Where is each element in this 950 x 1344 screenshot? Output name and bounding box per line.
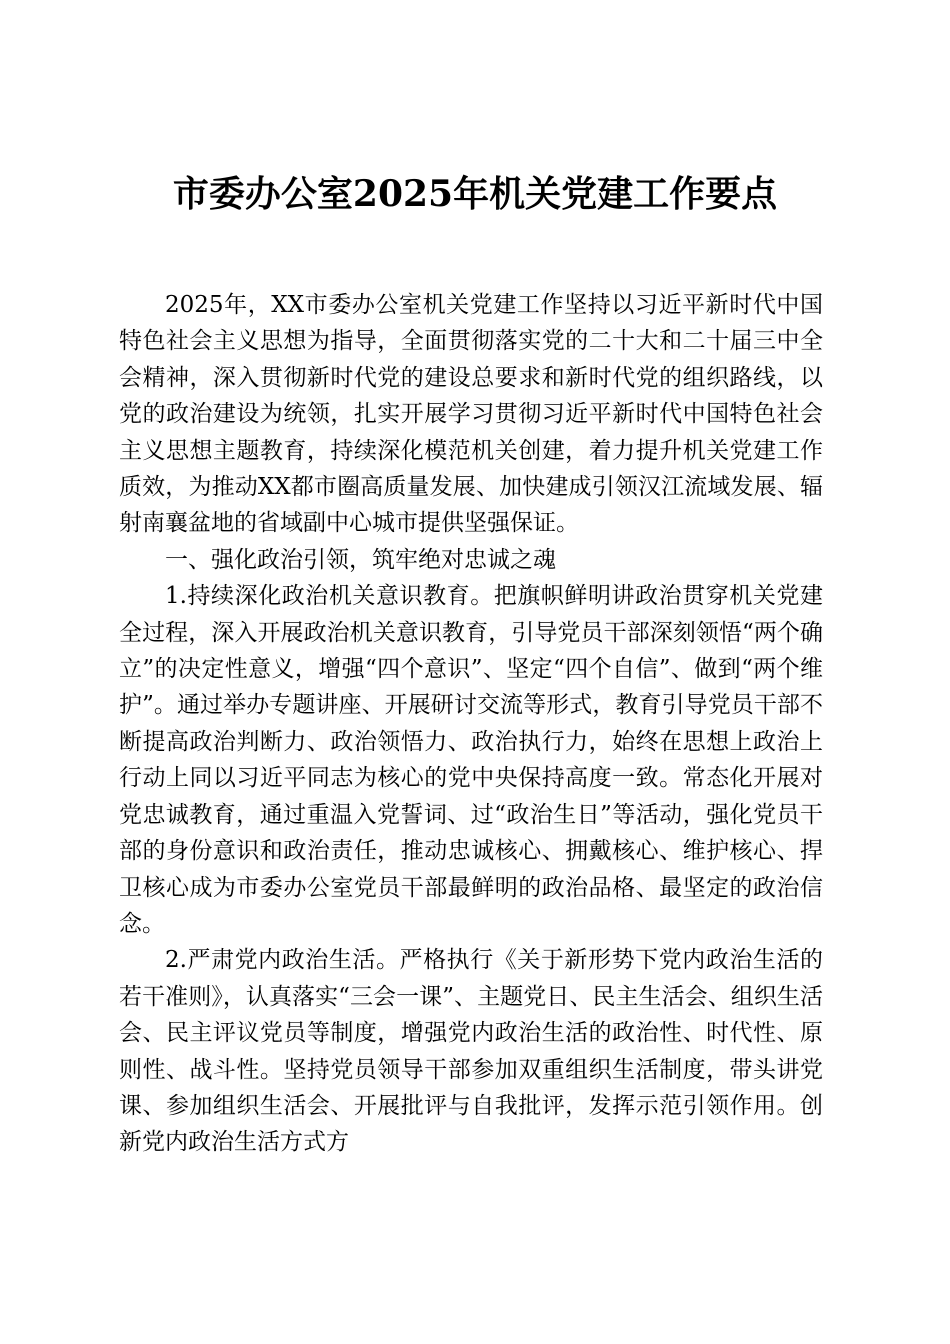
document-body [119,287,823,1161]
item-paragraph-2: 2.严肃党内政治生活。严格执行《关于新形势下党内政治生活的若干准则》，认真落实“三会一课”、主题党日、民主生活会、组织生活会、民主评议党员等制度，增强党内政治生活的政治性、时代性、原则性、战斗性。坚持党员领导干部参加双重组织生活制度，带头讲党课、参加组织生活会、开展批评与自我批评，发挥示范引领作用。创新党内政治生活方式方 [119,947,823,1156]
document-title: 市委办公室2025年机关党建工作要点 [172,173,778,215]
item-paragraph-1: 1.持续深化政治机关意识教育。把旗帜鲜明讲政治贯穿机关党建全过程，深入开展政治机关意识教育，引导党员干部深刻领悟“两个确立”的决定性意义，增强“四个意识”、坚定“四个自信”、做到“两个维护”。通过举办专题讲座、开展研讨交流等形式，教育引导党员干部不断提高政治判断力、政治领悟力、政治执行力，始终在思想上政治上行动上同以习近平同志为核心的党中央保持高度一致。常态化开展对党忠诚教育，通过重温入党誓词、过“政治生日”等活动，强化党员干部的身份意识和政治责任，推动忠诚核心、拥戴核心、维护核心、捍卫核心成为市委办公室党员干部最鲜明的政治品格、最坚定的政治信念。 [119,583,823,937]
intro-paragraph: 2025年，XX市委办公室机关党建工作坚持以习近平新时代中国特色社会主义思想为指导，全面贯彻落实党的二十大和二十届三中全会精神，深入贯彻新时代党的建设总要求和新时代党的组织路线，以党的政治建设为统领，扎实开展学习贯彻习近平新时代中国特色社会主义思想主题教育，持续深化模范机关创建，着力提升机关党建工作质效，为推动XX都市圈高质量发展、加快建成引领汉江流域发展、辐射南襄盆地的省域副中心城市提供坚强保证。 [119,292,823,537]
section-heading-1: 一、强化政治引领，筑牢绝对忠诚之魂 [165,546,556,573]
